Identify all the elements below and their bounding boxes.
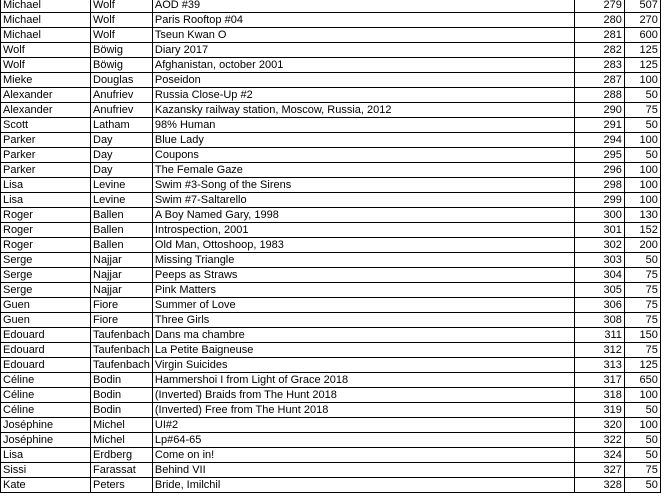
table-row [1,478,661,493]
title-cell[interactable]: Dans ma chambre [152,328,574,343]
last-name-cell[interactable]: Taufenbach [91,358,153,373]
id-cell[interactable]: 287 [574,73,624,88]
first-name-cell[interactable]: Michael [1,13,91,28]
table-row [1,0,661,13]
id-cell[interactable]: 300 [574,208,624,223]
first-name-cell[interactable]: Serge [1,283,91,298]
table-row [1,388,661,403]
last-name-cell[interactable]: Douglas [91,73,153,88]
price-cell[interactable]: 50 [624,118,660,133]
last-name-cell[interactable]: Day [91,148,153,163]
first-name-cell[interactable]: Guen [1,298,91,313]
price-cell[interactable]: 200 [624,238,660,253]
last-name-cell[interactable]: Najjar [91,283,153,298]
title-cell[interactable]: Swim #7-Saltarello [152,193,574,208]
last-name-cell[interactable]: Bodin [91,388,153,403]
last-name-cell[interactable]: Wolf [91,13,153,28]
id-cell[interactable]: 318 [574,388,624,403]
title-cell[interactable]: Swim #3-Song of the Sirens [152,178,574,193]
last-name-cell[interactable]: Ballen [91,238,153,253]
table-row [1,268,661,283]
title-cell[interactable]: UI#2 [152,418,574,433]
price-cell[interactable]: 50 [624,88,660,103]
title-cell[interactable]: Paris Rooftop #04 [152,13,574,28]
title-cell[interactable]: AOD #39 [152,0,574,13]
last-name-cell[interactable]: Anufriev [91,88,153,103]
first-name-cell[interactable]: Joséphine [1,418,91,433]
title-cell[interactable]: Poseidon [152,73,574,88]
first-name-cell[interactable]: Scott [1,118,91,133]
last-name-cell[interactable]: Day [91,163,153,178]
price-cell[interactable]: 100 [624,388,660,403]
id-cell[interactable]: 279 [574,0,624,13]
id-cell[interactable]: 320 [574,418,624,433]
price-cell[interactable]: 50 [624,433,660,448]
id-cell[interactable]: 291 [574,118,624,133]
price-cell[interactable]: 75 [624,103,660,118]
first-name-cell[interactable]: Lisa [1,178,91,193]
title-cell[interactable]: Come on in! [152,448,574,463]
title-cell[interactable]: Russia Close-Up #2 [152,88,574,103]
last-name-cell[interactable]: Bodin [91,403,153,418]
price-cell[interactable]: 270 [624,13,660,28]
first-name-cell[interactable]: Serge [1,268,91,283]
last-name-cell[interactable]: Fiore [91,298,153,313]
table-row [1,253,661,268]
table-row [1,298,661,313]
first-name-cell[interactable]: Roger [1,238,91,253]
first-name-cell[interactable]: Céline [1,373,91,388]
table-row [1,208,661,223]
price-cell[interactable]: 125 [624,58,660,73]
table-row [1,28,661,43]
title-cell[interactable]: The Female Gaze [152,163,574,178]
table-row [1,13,661,28]
first-name-cell[interactable]: Lisa [1,448,91,463]
last-name-cell[interactable]: Peters [91,478,153,493]
first-name-cell[interactable]: Alexander [1,103,91,118]
price-cell[interactable]: 125 [624,358,660,373]
table-row [1,103,661,118]
id-cell[interactable]: 328 [574,478,624,493]
title-cell[interactable]: Afghanistan, october 2001 [152,58,574,73]
price-cell[interactable]: 100 [624,178,660,193]
price-cell[interactable]: 75 [624,463,660,478]
table-row [1,433,661,448]
last-name-cell[interactable]: Levine [91,193,153,208]
price-cell[interactable]: 125 [624,43,660,58]
table-row [1,328,661,343]
first-name-cell[interactable]: Joséphine [1,433,91,448]
id-cell[interactable]: 283 [574,58,624,73]
last-name-cell[interactable]: Anufriev [91,103,153,118]
last-name-cell[interactable]: Day [91,133,153,148]
id-cell[interactable]: 304 [574,268,624,283]
price-cell[interactable]: 50 [624,448,660,463]
title-cell[interactable]: Blue Lady [152,133,574,148]
last-name-cell[interactable]: Bodin [91,373,153,388]
id-cell[interactable]: 324 [574,448,624,463]
first-name-cell[interactable]: Parker [1,148,91,163]
price-cell[interactable]: 130 [624,208,660,223]
first-name-cell[interactable]: Céline [1,388,91,403]
price-cell[interactable]: 75 [624,313,660,328]
first-name-cell[interactable]: Wolf [1,43,91,58]
table-row [1,133,661,148]
title-cell[interactable]: Virgin Suicides [152,358,574,373]
price-cell[interactable]: 100 [624,73,660,88]
table-row [1,238,661,253]
id-cell[interactable]: 281 [574,28,624,43]
id-cell[interactable]: 280 [574,13,624,28]
table-row [1,118,661,133]
first-name-cell[interactable]: Wolf [1,58,91,73]
last-name-cell[interactable]: Böwig [91,43,153,58]
first-name-cell[interactable]: Serge [1,253,91,268]
table-row [1,463,661,478]
id-cell[interactable]: 322 [574,433,624,448]
last-name-cell[interactable]: Farassat [91,463,153,478]
price-cell[interactable]: 507 [624,0,660,13]
table-row [1,403,661,418]
last-name-cell[interactable]: Erdberg [91,448,153,463]
price-cell[interactable]: 100 [624,133,660,148]
title-cell[interactable]: Missing Triangle [152,253,574,268]
price-cell[interactable]: 650 [624,373,660,388]
last-name-cell[interactable]: Levine [91,178,153,193]
price-cell[interactable]: 75 [624,283,660,298]
first-name-cell[interactable]: Roger [1,208,91,223]
title-cell[interactable]: Old Man, Ottoshoop, 1983 [152,238,574,253]
table-row [1,43,661,58]
first-name-cell[interactable]: Kate [1,478,91,493]
id-cell[interactable]: 294 [574,133,624,148]
title-cell[interactable]: A Boy Named Gary, 1998 [152,208,574,223]
table-row [1,178,661,193]
first-name-cell[interactable]: Michael [1,28,91,43]
title-cell[interactable]: Kazansky railway station, Moscow, Russia, 2012 [152,103,574,118]
first-name-cell[interactable]: Parker [1,163,91,178]
title-cell[interactable]: Diary 2017 [152,43,574,58]
title-cell[interactable]: Behind VII [152,463,574,478]
last-name-cell[interactable]: Fiore [91,313,153,328]
id-cell[interactable]: 311 [574,328,624,343]
id-cell[interactable]: 301 [574,223,624,238]
last-name-cell[interactable]: Michel [91,433,153,448]
first-name-cell[interactable]: Edouard [1,328,91,343]
title-cell[interactable]: Coupons [152,148,574,163]
first-name-cell[interactable]: Parker [1,133,91,148]
id-cell[interactable]: 299 [574,193,624,208]
last-name-cell[interactable]: Wolf [91,0,153,13]
last-name-cell[interactable]: Najjar [91,268,153,283]
last-name-cell[interactable]: Böwig [91,58,153,73]
last-name-cell[interactable]: Ballen [91,208,153,223]
first-name-cell[interactable]: Alexander [1,88,91,103]
table-row [1,88,661,103]
first-name-cell[interactable]: Roger [1,223,91,238]
title-cell[interactable]: Bride, Imilchil [152,478,574,493]
id-cell[interactable]: 288 [574,88,624,103]
price-cell[interactable]: 75 [624,298,660,313]
first-name-cell[interactable]: Guen [1,313,91,328]
table-row [1,418,661,433]
price-cell[interactable]: 100 [624,163,660,178]
price-cell[interactable]: 600 [624,28,660,43]
title-cell[interactable]: Introspection, 2001 [152,223,574,238]
id-cell[interactable]: 298 [574,178,624,193]
id-cell[interactable]: 306 [574,298,624,313]
table-row [1,313,661,328]
last-name-cell[interactable]: Michel [91,418,153,433]
title-cell[interactable]: Lp#64-65 [152,433,574,448]
title-cell[interactable]: La Petite Baigneuse [152,343,574,358]
first-name-cell[interactable]: Sissi [1,463,91,478]
price-cell[interactable]: 50 [624,403,660,418]
id-cell[interactable]: 296 [574,163,624,178]
price-cell[interactable]: 50 [624,253,660,268]
id-cell[interactable]: 302 [574,238,624,253]
last-name-cell[interactable]: Taufenbach [91,328,153,343]
id-cell[interactable]: 305 [574,283,624,298]
last-name-cell[interactable]: Najjar [91,253,153,268]
table-row [1,163,661,178]
title-cell[interactable]: (Inverted) Free from The Hunt 2018 [152,403,574,418]
table-row [1,448,661,463]
id-cell[interactable]: 295 [574,148,624,163]
table-body [1,0,661,493]
price-cell[interactable]: 50 [624,478,660,493]
id-cell[interactable]: 308 [574,313,624,328]
price-cell[interactable]: 75 [624,343,660,358]
price-cell[interactable]: 152 [624,223,660,238]
table-row [1,58,661,73]
price-cell[interactable]: 100 [624,418,660,433]
id-cell[interactable]: 290 [574,103,624,118]
table-row [1,73,661,88]
price-cell[interactable]: 75 [624,268,660,283]
title-cell[interactable]: Peeps as Straws [152,268,574,283]
first-name-cell[interactable]: Edouard [1,343,91,358]
title-cell[interactable]: Hammershoi I from Light of Grace 2018 [152,373,574,388]
title-cell[interactable]: Three Girls [152,313,574,328]
id-cell[interactable]: 313 [574,358,624,373]
last-name-cell[interactable]: Latham [91,118,153,133]
table-row [1,343,661,358]
title-cell[interactable]: Tseun Kwan O [152,28,574,43]
price-cell[interactable]: 100 [624,193,660,208]
first-name-cell[interactable]: Edouard [1,358,91,373]
last-name-cell[interactable]: Wolf [91,28,153,43]
table-row [1,373,661,388]
first-name-cell[interactable]: Mieke [1,73,91,88]
table-row [1,148,661,163]
table-row [1,223,661,238]
title-cell[interactable]: (Inverted) Braids from The Hunt 2018 [152,388,574,403]
title-cell[interactable]: Pink Matters [152,283,574,298]
id-cell[interactable]: 327 [574,463,624,478]
last-name-cell[interactable]: Ballen [91,223,153,238]
first-name-cell[interactable]: Céline [1,403,91,418]
first-name-cell[interactable]: Lisa [1,193,91,208]
id-cell[interactable]: 317 [574,373,624,388]
table-row [1,358,661,373]
table-row [1,283,661,298]
id-cell[interactable]: 282 [574,43,624,58]
id-cell[interactable]: 319 [574,403,624,418]
table-row [1,193,661,208]
id-cell[interactable]: 303 [574,253,624,268]
title-cell[interactable]: Summer of Love [152,298,574,313]
first-name-cell[interactable]: Michael [1,0,91,13]
price-cell[interactable]: 150 [624,328,660,343]
last-name-cell[interactable]: Taufenbach [91,343,153,358]
title-cell[interactable]: 98% Human [152,118,574,133]
price-cell[interactable]: 50 [624,148,660,163]
id-cell[interactable]: 312 [574,343,624,358]
